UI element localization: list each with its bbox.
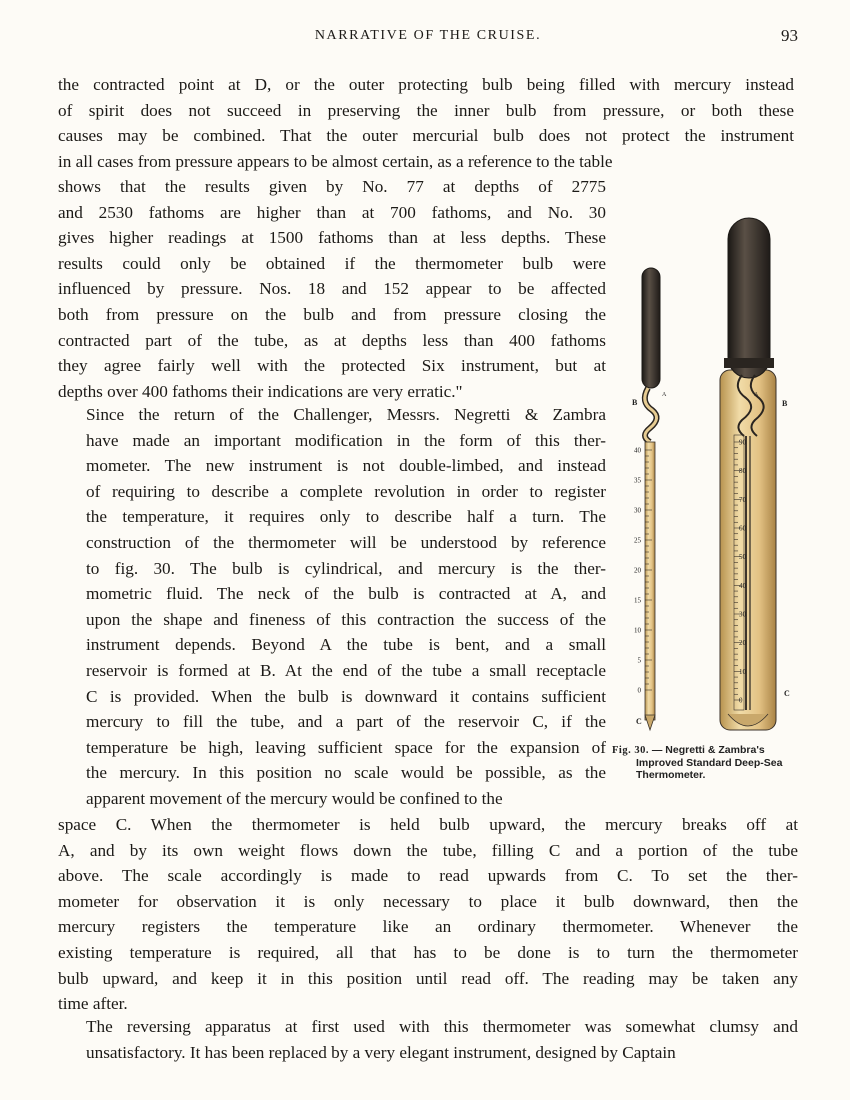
scale-tick-label: 0	[637, 686, 641, 695]
scale-tick-label: 50	[739, 553, 746, 562]
scale-tick-label: 30	[634, 506, 641, 515]
scale-tick-label: 30	[739, 610, 746, 619]
paragraph-negretti-zambra-beside-figure	[58, 402, 606, 812]
text-line: to fig. 30. The bulb is cylindrical, and mercury is the ther-	[86, 558, 606, 578]
label-c-large: C	[784, 689, 790, 698]
label-c-small: C	[636, 717, 642, 726]
text-line: construction of the thermometer will be understood by reference	[86, 532, 606, 552]
paragraph-negretti-zambra-full-width	[58, 812, 798, 1017]
text-line: space C. When the thermometer is held bulb upward, the mercury breaks off at	[58, 815, 798, 834]
label-a-large: A	[754, 392, 759, 398]
scale-tick-label: 90	[739, 438, 746, 447]
paragraph-continued-full-width	[58, 72, 794, 174]
text-line: of spirit does not succeed in preserving the inner bulb from pressure, or both these	[58, 100, 794, 120]
text-line: have made an important modification in the form of this ther-	[86, 430, 606, 450]
text-line: A, and by its own weight flows down the tube, filling C and a portion of the tube	[58, 840, 798, 860]
scale-tick-label: 20	[634, 566, 641, 575]
figure-caption	[612, 744, 824, 781]
text-line: shows that the results given by No. 77 at depths of 2775	[58, 177, 606, 196]
large-thermometer	[720, 218, 790, 730]
text-line: gives higher readings at 1500 fathoms than at less depths. These	[58, 228, 606, 248]
label-b-large: B	[782, 399, 788, 408]
text-line: the mercury. In this position no scale would be possible, as the	[86, 763, 606, 783]
text-line: upon the shape and fineness of this contraction the success of the	[86, 609, 606, 629]
text-line: of requiring to describe a complete revolution in order to register	[86, 481, 606, 501]
text-line: time after.	[58, 994, 128, 1014]
text-line: contracted part of the tube, as at depths less than 400 fathoms	[58, 330, 606, 350]
scale-tick-label: 70	[739, 495, 746, 504]
scale-tick-label: 15	[634, 596, 641, 605]
text-line: C is provided. When the bulb is downward it contains sufficient	[86, 686, 606, 706]
text-line: mometer for observation it is only necessary to place it bulb downward, then the	[58, 891, 798, 911]
text-line: existing temperature is required, all that has to be done is to turn the thermometer	[58, 942, 798, 962]
text-line: mometric fluid. The neck of the bulb is contracted at A, and	[86, 584, 606, 604]
text-line: depths over 400 fathoms their indications are very erratic."	[58, 381, 463, 401]
text-line: mometer. The new instrument is not double-limbed, and instead	[86, 456, 606, 476]
scale-tick-label: 80	[739, 467, 746, 476]
scale-tick-label: 0	[739, 696, 743, 705]
text-line: influenced by pressure. Nos. 18 and 152 appear to be affected	[58, 279, 606, 299]
thermometer-illustration	[610, 210, 830, 740]
text-line: reservoir is formed at B. At the end of the tube a small receptacle	[86, 660, 606, 680]
scale-tick-label: 40	[634, 446, 641, 455]
page-header	[58, 28, 798, 52]
text-line: Since the return of the Challenger, Messrs. Negretti & Zambra	[86, 405, 606, 424]
label-b-small: B	[632, 398, 638, 407]
text-line: mercury registers the temperature like an ordinary thermometer. Whenever the	[58, 917, 798, 937]
text-line: unsatisfactory. It has been replaced by a very elegant instrument, designed by Captain	[86, 1042, 676, 1062]
text-line: causes may be combined. That the outer mercurial bulb does not protect the instrument	[58, 126, 794, 146]
text-line: results could only be obtained if the thermometer bulb were	[58, 253, 606, 273]
figure-30-thermometer	[610, 210, 830, 790]
paragraph-continued-beside-figure	[58, 174, 606, 404]
text-line: they agree fairly well with the protected Six instrument, but at	[58, 356, 606, 376]
text-line: and 2530 fathoms are higher than at 700 fathoms, and No. 30	[58, 202, 606, 222]
text-line: the contracted point at D, or the outer protecting bulb being filled with mercury instead	[58, 75, 794, 94]
label-a-small: A	[662, 392, 667, 398]
page-number: 93	[781, 26, 798, 45]
text-line: instrument depends. Beyond A the tube is bent, and a small	[86, 635, 606, 655]
paragraph-reversing-apparatus	[58, 1014, 798, 1065]
text-line: above. The scale accordingly is made to read upwards from C. To set the ther-	[58, 866, 798, 886]
scale-tick-label: 10	[634, 626, 641, 635]
scale-tick-label: 40	[739, 581, 746, 590]
text-line: apparent movement of the mercury would be confined to the	[86, 788, 503, 808]
scale-tick-label: 25	[634, 536, 641, 545]
caption-line-2: Improved Standard Deep-Sea	[636, 757, 783, 769]
text-line: both from pressure on the bulb and from pressure closing the	[58, 304, 606, 324]
text-line: bulb upward, and keep it in this position until read off. The reading may be taken any	[58, 968, 798, 988]
caption-line-1: — Negretti & Zambra's	[648, 744, 765, 756]
text-line: temperature be high, leaving sufficient space for the expansion of	[86, 737, 606, 757]
caption-line-3: Thermometer.	[636, 769, 706, 781]
scale-tick-label: 35	[634, 476, 641, 485]
text-line: mercury to fill the tube, and a part of the reservoir C, if the	[86, 712, 606, 732]
small-thermometer	[632, 268, 667, 730]
caption-label: Fig. 30.	[612, 745, 649, 756]
scale-tick-label: 20	[739, 639, 746, 648]
scale-tick-label: 5	[637, 656, 641, 665]
text-line: in all cases from pressure appears to be almost certain, as a reference to the table	[58, 151, 613, 171]
text-line: The reversing apparatus at first used with this thermometer was somewhat clumsy and	[86, 1017, 798, 1036]
running-head: NARRATIVE OF THE CRUISE.	[314, 28, 542, 43]
scale-tick-label: 60	[739, 524, 746, 533]
text-line: the temperature, it requires only to describe half a turn. The	[86, 507, 606, 527]
scale-tick-label: 10	[739, 667, 746, 676]
